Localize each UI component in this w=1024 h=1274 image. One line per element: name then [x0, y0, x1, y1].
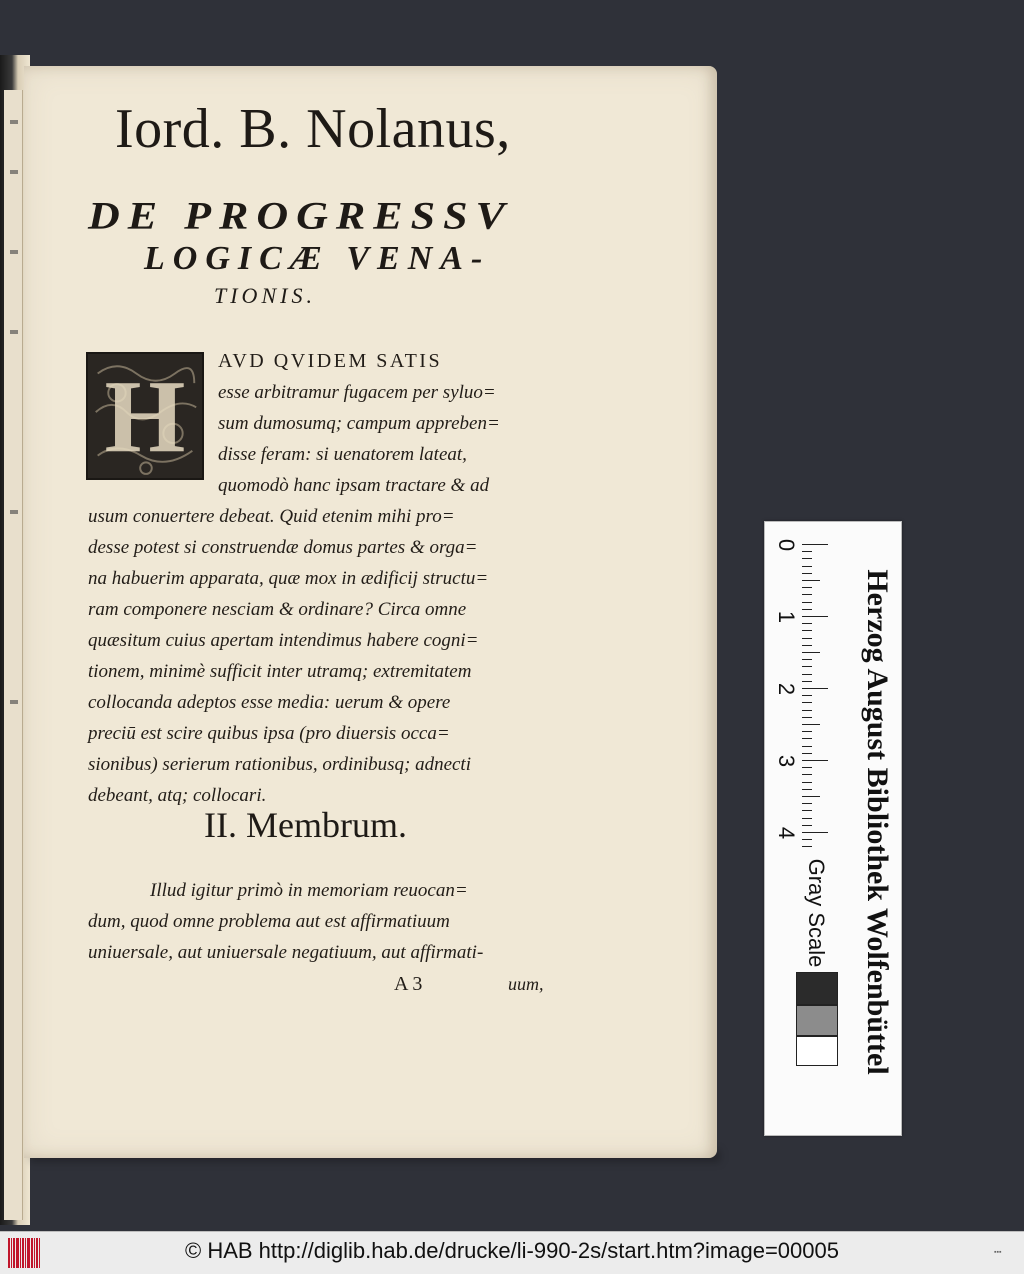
ruler-tick — [802, 674, 812, 675]
gray-patch-dark — [796, 972, 838, 1005]
signature-mark: A 3 — [394, 973, 423, 995]
ruler-tick — [802, 566, 812, 567]
ruler-tick — [802, 767, 812, 768]
ruler-tick — [802, 551, 812, 552]
ruler-tick — [802, 782, 812, 783]
body-line: esse arbitramur fugacem per syluo= — [218, 382, 496, 403]
ruler-tick — [802, 616, 828, 617]
ruler-tick — [802, 774, 812, 775]
ruler-tick — [802, 652, 820, 653]
ruler-tick — [802, 825, 812, 826]
section-line: uniuersale, aut uniuersale negatiuum, aut affirmati- — [88, 942, 484, 963]
ruler-number: 1 — [774, 610, 799, 624]
ruler-tick — [802, 594, 812, 595]
gray-scale-label — [792, 858, 840, 968]
catchword: uum, — [508, 974, 544, 994]
ruler-tick — [802, 609, 812, 610]
ruler-tick — [802, 738, 812, 739]
body-line: collocanda adeptos esse media: uerum & opere — [88, 692, 451, 713]
body-line: na habuerim apparata, quæ mox in ædificij structu= — [88, 568, 489, 589]
gray-scale-text: Gray Scale — [804, 858, 829, 968]
ruler-tick — [802, 796, 820, 797]
adjacent-page-edge — [4, 90, 23, 1220]
ruler-tick — [802, 746, 812, 747]
heading-line-2: LOGICÆ VENA- — [144, 240, 491, 277]
ruler-tick — [802, 846, 812, 847]
ruler-tick — [802, 818, 812, 819]
ruler-tick — [802, 810, 812, 811]
ruler-scale — [772, 532, 830, 852]
section-line: dum, quod omne problema aut est affirmatiuum — [88, 911, 450, 932]
ruler-number: 0 — [774, 538, 799, 552]
ornamental-initial — [86, 352, 204, 480]
ruler-tick — [802, 638, 812, 639]
ruler-tick — [802, 717, 812, 718]
heading-line-3: TIONIS. — [214, 283, 316, 308]
body-line: AVD QVIDEM SATIS — [218, 350, 443, 372]
body-line: disse feram: si uenatorem lateat, — [218, 444, 467, 465]
ruler-tick — [802, 659, 812, 660]
ruler-tick — [802, 630, 812, 631]
heading-line-1: DE PROGRESSV — [88, 193, 513, 238]
ruler-tick — [802, 710, 812, 711]
ruler-tick — [802, 702, 812, 703]
ruler-tick — [802, 753, 812, 754]
body-line: quomodò hanc ipsam tractare & ad — [218, 475, 490, 496]
body-line: debeant, atq; collocari. — [88, 785, 267, 806]
ruler-tick — [802, 580, 820, 581]
ruler-tick — [802, 832, 828, 833]
ruler-tick — [802, 544, 828, 545]
ruler-tick — [802, 623, 812, 624]
page-title: Iord. B. Nolanus, — [115, 98, 511, 160]
body-line: usum conuertere debeat. Quid etenim mihi pro= — [88, 506, 455, 527]
ruler-tick — [802, 587, 812, 588]
body-line: preciū est scire quibus ipsa (pro diuersis occa= — [88, 723, 450, 744]
gray-patch-white — [796, 1036, 838, 1066]
ruler-tick — [802, 602, 812, 603]
gray-patch-mid — [796, 1005, 838, 1036]
ruler-tick — [802, 558, 812, 559]
ruler-tick — [802, 731, 812, 732]
corner-dots-icon: ▪▪▪ — [994, 1249, 1002, 1256]
copyright-link[interactable]: © HAB http://diglib.hab.de/drucke/li-990-2s/start.htm?image=00005 — [185, 1238, 839, 1263]
ruler-number: 4 — [774, 826, 799, 840]
ruler-tick — [802, 573, 812, 574]
body-line: tionem, minimè sufficit inter utramq; extremitatem — [88, 661, 472, 682]
ruler-tick — [802, 645, 812, 646]
body-line: sionibus) serierum rationibus, ordinibusq; adnecti — [88, 754, 471, 775]
ruler-number: 2 — [774, 682, 799, 696]
body-line: quæsitum cuius apertam intendimus habere cogni= — [88, 630, 479, 651]
ruler-tick — [802, 688, 828, 689]
drop-cap-letter: H — [104, 358, 186, 474]
ruler-tick — [802, 839, 812, 840]
section-line: Illud igitur primò in memoriam reuocan= — [150, 880, 468, 901]
ruler-institution-text: Herzog August Bibliothek Wolfenbüttel — [861, 569, 894, 1075]
ruler-tick — [802, 724, 820, 725]
ruler-tick — [802, 803, 812, 804]
ruler-tick — [802, 681, 812, 682]
ruler-number: 3 — [774, 754, 799, 768]
body-line: desse potest si construendæ domus partes & orga= — [88, 537, 478, 558]
section-heading: II. Membrum. — [204, 805, 407, 845]
ruler-tick — [802, 760, 828, 761]
ruler-tick — [802, 666, 812, 667]
ruler-tick — [802, 695, 812, 696]
body-line: ram componere nesciam & ordinare? Circa omne — [88, 599, 467, 620]
ruler-tick — [802, 789, 812, 790]
ruler-institution-label — [857, 542, 897, 1102]
body-line: sum dumosumq; campum appreben= — [218, 413, 500, 434]
